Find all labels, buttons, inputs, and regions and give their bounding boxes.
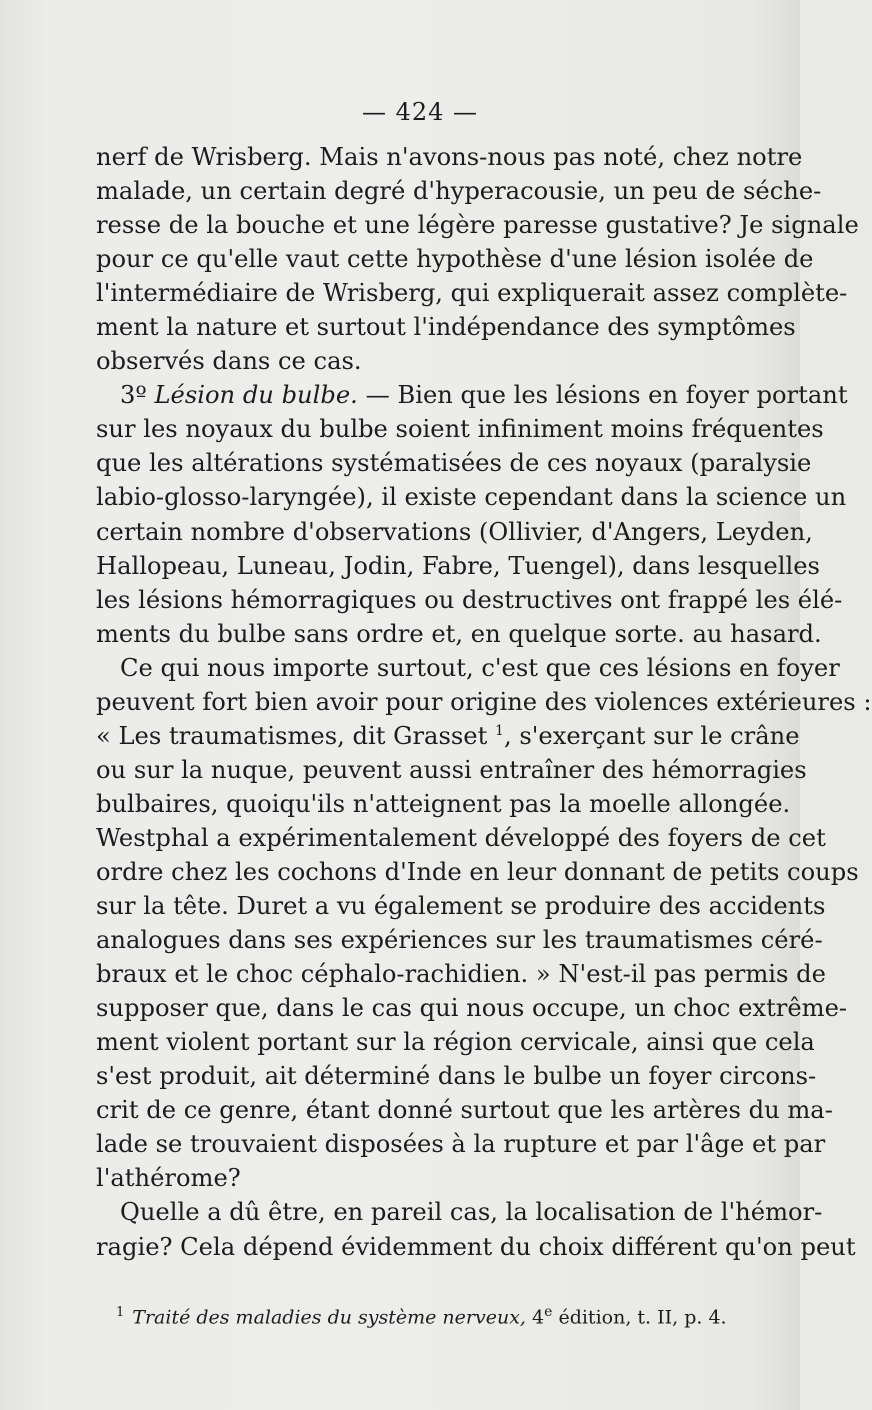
text-line: malade, un certain degré d'hyperacousie, un peu de séche- bbox=[96, 177, 822, 206]
footnote-rest: édition, t. II, p. 4. bbox=[558, 1306, 727, 1329]
paragraph-localisation bbox=[96, 1195, 856, 1263]
text-line: les lésions hémorragiques ou destructives ont frappé les élé- bbox=[96, 585, 843, 614]
text-line: ragie? Cela dépend évidemment du choix différent qu'on peut bbox=[96, 1232, 856, 1261]
text-line: peuvent fort bien avoir pour origine des violences extérieures : bbox=[96, 687, 872, 716]
text-line: que les altérations systématisées de ces noyaux (paralysie bbox=[96, 449, 812, 478]
text-line: Ce qui nous importe surtout, c'est que ces lésions en foyer bbox=[120, 653, 840, 682]
text-line: certain nombre d'observations (Ollivier, d'Angers, Leyden, bbox=[96, 517, 813, 546]
text-line: crit de ce genre, étant donné surtout que les artères du ma- bbox=[96, 1096, 833, 1125]
text-line: s'est produit, ait déterminé dans le bulbe un foyer circons- bbox=[96, 1062, 817, 1091]
text-line: l'athérome? bbox=[96, 1164, 241, 1193]
footnote-edition-suffix: e bbox=[544, 1304, 553, 1320]
text-line: ordre chez les cochons d'Inde en leur donnant de petits coups bbox=[96, 857, 859, 886]
quote-start: « Les traumatismes, dit Grasset bbox=[96, 721, 488, 750]
quote-end: , s'exerçant sur le crâne bbox=[503, 721, 800, 750]
section-number: 3º bbox=[120, 381, 147, 410]
text-line: pour ce qu'elle vaut cette hypothèse d'une lésion isolée de bbox=[96, 245, 814, 274]
text-line: resse de la bouche et une légère paresse gustative? Je signale bbox=[96, 211, 859, 240]
body-text bbox=[96, 140, 872, 1264]
text-line: Quelle a dû être, en pareil cas, la localisation de l'hémor- bbox=[120, 1198, 823, 1227]
text-line: ment violent portant sur la région cervicale, ainsi que cela bbox=[96, 1028, 815, 1057]
quote-line bbox=[96, 719, 800, 753]
footnote-edition-number: 4 bbox=[532, 1306, 545, 1329]
text-line: sur la tête. Duret a vu également se produire des accidents bbox=[96, 892, 826, 921]
section-first-line bbox=[96, 378, 848, 412]
section-lesion-bulbe bbox=[96, 378, 848, 650]
footnote-reference[interactable]: 1 bbox=[495, 722, 504, 739]
text-line: Hallopeau, Luneau, Jodin, Fabre, Tuengel), dans lesquelles bbox=[96, 551, 820, 580]
text-line: l'intermédiaire de Wrisberg, qui expliquerait assez complète- bbox=[96, 279, 848, 308]
section-first-line-text: — Bien que les lésions en foyer portant bbox=[365, 381, 848, 410]
text-line: ou sur la nuque, peuvent aussi entraîner des hémorragies bbox=[96, 755, 807, 784]
section-heading: Lésion du bulbe. bbox=[154, 381, 358, 410]
page-number: — 424 — bbox=[361, 98, 479, 126]
text-line: lade se trouvaient disposées à la rupture et par l'âge et par bbox=[96, 1130, 826, 1159]
paragraph-continuation bbox=[96, 140, 859, 378]
text-line: nerf de Wrisberg. Mais n'avons-nous pas noté, chez notre bbox=[96, 143, 803, 171]
text-line: supposer que, dans le cas qui nous occupe, un choc extrême- bbox=[96, 994, 848, 1023]
text-line: ment la nature et surtout l'indépendance des symptômes bbox=[96, 313, 796, 342]
text-line: labio-glosso-laryngée), il existe cependant dans la science un bbox=[96, 483, 847, 512]
footnote bbox=[116, 1300, 736, 1330]
footnote-title: Traité des maladies du système nerveux, bbox=[132, 1306, 526, 1329]
text-line: observés dans ce cas. bbox=[96, 347, 362, 376]
text-line: braux et le choc céphalo-rachidien. » N'est-il pas permis de bbox=[96, 960, 826, 989]
footnote-mark: 1 bbox=[116, 1305, 125, 1320]
text-line: ments du bulbe sans ordre et, en quelque sorte. au hasard. bbox=[96, 619, 822, 648]
text-line: bulbaires, quoiqu'ils n'atteignent pas la moelle allongée. bbox=[96, 789, 791, 818]
text-line: analogues dans ses expériences sur les traumatismes céré- bbox=[96, 926, 823, 955]
paragraph-traumatismes bbox=[96, 651, 872, 1196]
text-line: sur les noyaux du bulbe soient infiniment moins fréquentes bbox=[96, 415, 824, 444]
text-line: Westphal a expérimentalement développé des foyers de cet bbox=[96, 823, 826, 852]
